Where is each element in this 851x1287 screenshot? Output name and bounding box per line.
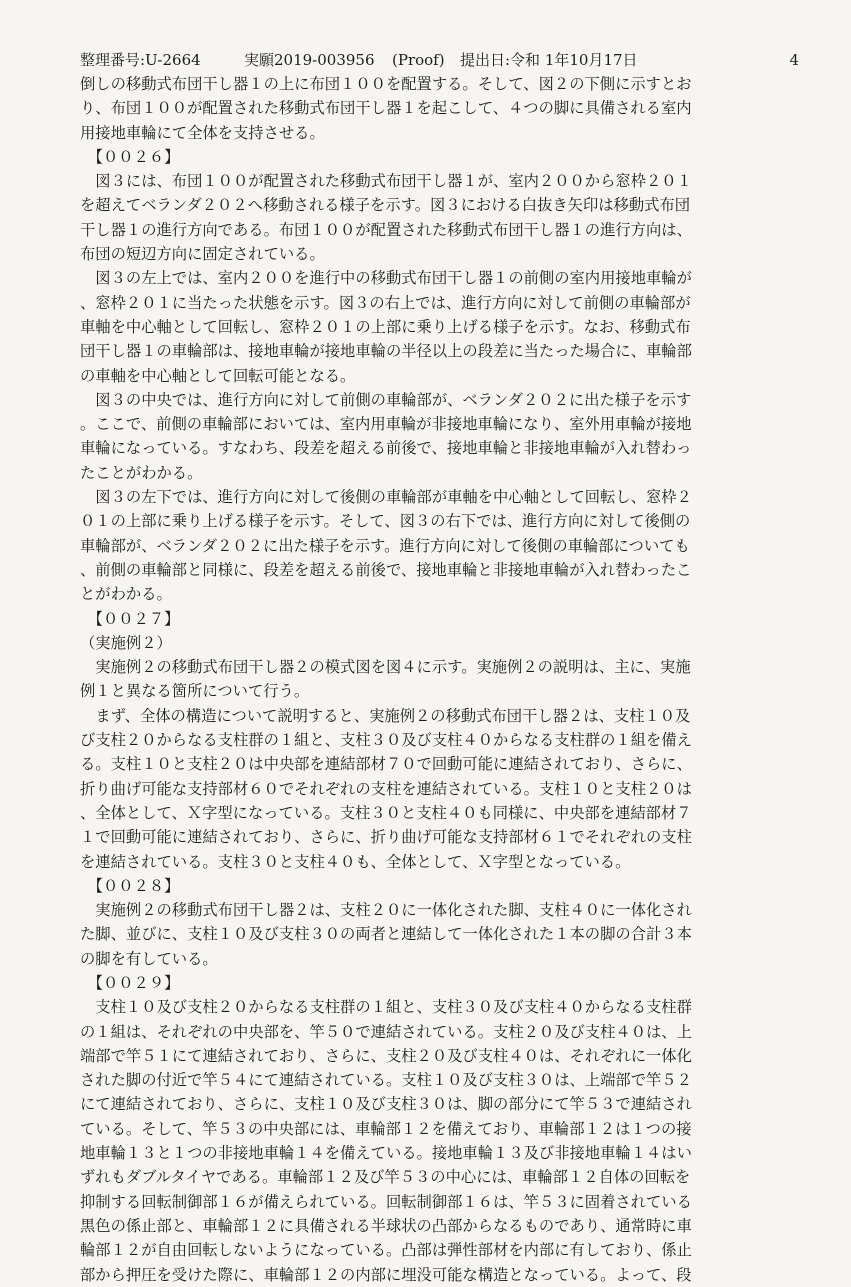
text-line: 折り曲げ可能な支持部材６０でそれぞれの支柱を連結されている。支柱１０と支柱２０は (80, 779, 692, 798)
text-line: とがわかる。 (80, 585, 172, 604)
text-line: 図３の中央では、進行方向に対して前側の車輪部が、ベランダ２０２に出た様子を示す (80, 390, 692, 409)
text-line: 。ここで、前側の車輪部においては、室内用車輪が非接地車輪になり、室外用車輪が接地 (80, 415, 692, 434)
text-line: 実施例２の移動式布団干し器２の模式図を図４に示す。実施例２の説明は、主に、実施 (80, 658, 691, 677)
application-number: 実願2019-003956 (244, 51, 375, 69)
text-line: 倒しの移動式布団干し器１の上に布団１００を配置する。そして、図２の下側に示すとお (80, 75, 692, 93)
text-line: を連結されている。支柱３０と支柱４０も、全体として、Ｘ字型となっている。 (80, 852, 631, 871)
text-line: 、前側の車輪部と同様に、段差を超える前後で、接地車輪と非接地車輪が入れ替わったこ (80, 560, 692, 579)
text-line: 図３には、布団１００が配置された移動式布団干し器１が、室内２００から窓枠２０１ (80, 172, 692, 191)
filing-date: 提出日:令和 1年10月17日 (460, 51, 638, 69)
text-line: １で回動可能に連結されており、さらに、折り曲げ可能な支持部材６１でそれぞれの支柱 (80, 828, 692, 847)
text-line: る。支柱１０と支柱２０は中央部を連結部材７０で回動可能に連結されており、さらに、 (80, 755, 692, 774)
text-line: 【００２８】 (80, 876, 180, 895)
text-line: 実施例２の移動式布団干し器２は、支柱２０に一体化された脚、支柱４０に一体化され (80, 901, 692, 920)
text-line: 部から押圧を受けた際に、車輪部１２の内部に埋没可能な構造となっている。よって、段 (80, 1265, 692, 1284)
text-line: の車軸を中心軸として回転可能となる。 (80, 366, 356, 385)
text-line: 車軸を中心軸として回転し、窓枠２０１の上部に乗り上げる様子を示す。なお、移動式布 (80, 317, 691, 336)
reference-number: 整理番号:U-2664 (80, 51, 201, 69)
text-line: 黒色の係止部と、車輪部１２に具備される半球状の凸部からなるものであり、通常時に車 (80, 1216, 692, 1235)
text-line: 例１と異なる箇所について行う。 (80, 682, 310, 701)
text-line: （実施例２） (80, 633, 172, 652)
text-line: 端部で竿５１にて連結されており、さらに、支柱２０及び支柱４０は、それぞれに一体化 (80, 1046, 692, 1065)
text-line: 、全体として、Ｘ字型になっている。支柱３０と支柱４０も同様に、中央部を連結部材７ (80, 803, 692, 822)
text-line: 抑制する回転制御部１６が備えられている。回転制御部１６は、竿５３に固着されている (80, 1192, 692, 1211)
text-line: 布団の短辺方向に固定されている。 (80, 245, 325, 264)
text-line: 【００２９】 (80, 973, 180, 992)
text-line: た脚、並びに、支柱１０及び支柱３０の両者と連結して一体化された１本の脚の合計３本 (80, 925, 692, 944)
proof-label: (Proof) (392, 51, 445, 69)
text-line: 車輪部が、ベランダ２０２に出た様子を示す。進行方向に対して後側の車輪部についても (80, 536, 690, 555)
text-line: 【００２６】 (80, 147, 180, 166)
text-line: 団干し器１の車輪部は、接地車輪が接地車輪の半径以上の段差に当たった場合に、車輪部 (80, 342, 692, 361)
text-line: 【００２７】 (80, 609, 180, 628)
text-line: 支柱１０及び支柱２０からなる支柱群の１組と、支柱３０及び支柱４０からなる支柱群 (80, 998, 692, 1017)
text-line: び支柱２０からなる支柱群の１組と、支柱３０及び支柱４０からなる支柱群の１組を備え (80, 731, 692, 750)
text-line: 車輪になっている。すなわち、段差を超える前後で、接地車輪と非接地車輪が入れ替わっ (80, 439, 692, 458)
page-header (80, 50, 799, 72)
page-number: 4 (789, 51, 799, 69)
document-body (80, 72, 799, 1287)
text-line: の１組は、それぞれの中央部を、竿５０で連結されている。支柱２０及び支柱４０は、上 (80, 1022, 692, 1041)
text-line: された脚の付近で竿５４にて連結されている。支柱１０及び支柱３０は、上端部で竿５２ (80, 1071, 692, 1090)
text-line: 図３の左下では、進行方向に対して後側の車輪部が車軸を中心軸として回転し、窓枠２ (80, 488, 692, 507)
text-line: たことがわかる。 (80, 463, 203, 482)
text-line: 用接地車輪にて全体を支持させる。 (80, 123, 325, 142)
text-line: 、窓枠２０１に当たった状態を示す。図３の右上では、進行方向に対して前側の車輪部が (80, 293, 691, 312)
text-line: 地車輪１３と１つの非接地車輪１４を備えている。接地車輪１３及び非接地車輪１４はい (80, 1144, 692, 1163)
text-line: を超えてベランダ２０２へ移動される様子を示す。図３における白抜き矢印は移動式布団 (80, 196, 691, 215)
text-line: の脚を有している。 (80, 949, 218, 968)
text-line: 輪部１２が自由回転しないようになっている。凸部は弾性部材を内部に有しており、係止 (80, 1241, 692, 1260)
text-line: ０１の上部に乗り上げる様子を示す。そして、図３の右下では、進行方向に対して後側の (80, 512, 691, 531)
text-line: り、布団１００が配置された移動式布団干し器１を起こして、４つの脚に具備される室内 (80, 99, 692, 118)
text-line: ている。そして、竿５３の中央部には、車輪部１２を備えており、車輪部１２は１つの接 (80, 1119, 692, 1138)
text-line: にて連結されており、さらに、支柱１０及び支柱３０は、脚の部分にて竿５３で連結され (80, 1095, 692, 1114)
text-line: 図３の左上では、室内２００を進行中の移動式布団干し器１の前側の室内用接地車輪が (80, 269, 692, 288)
text-line: まず、全体の構造について説明すると、実施例２の移動式布団干し器２は、支柱１０及 (80, 706, 691, 725)
text-line: ずれもダブルタイヤである。車輪部１２及び竿５３の中心には、車輪部１２自体の回転を (80, 1168, 691, 1187)
text-line: 干し器１の進行方向である。布団１００が配置された移動式布団干し器１の進行方向は、 (80, 220, 692, 239)
